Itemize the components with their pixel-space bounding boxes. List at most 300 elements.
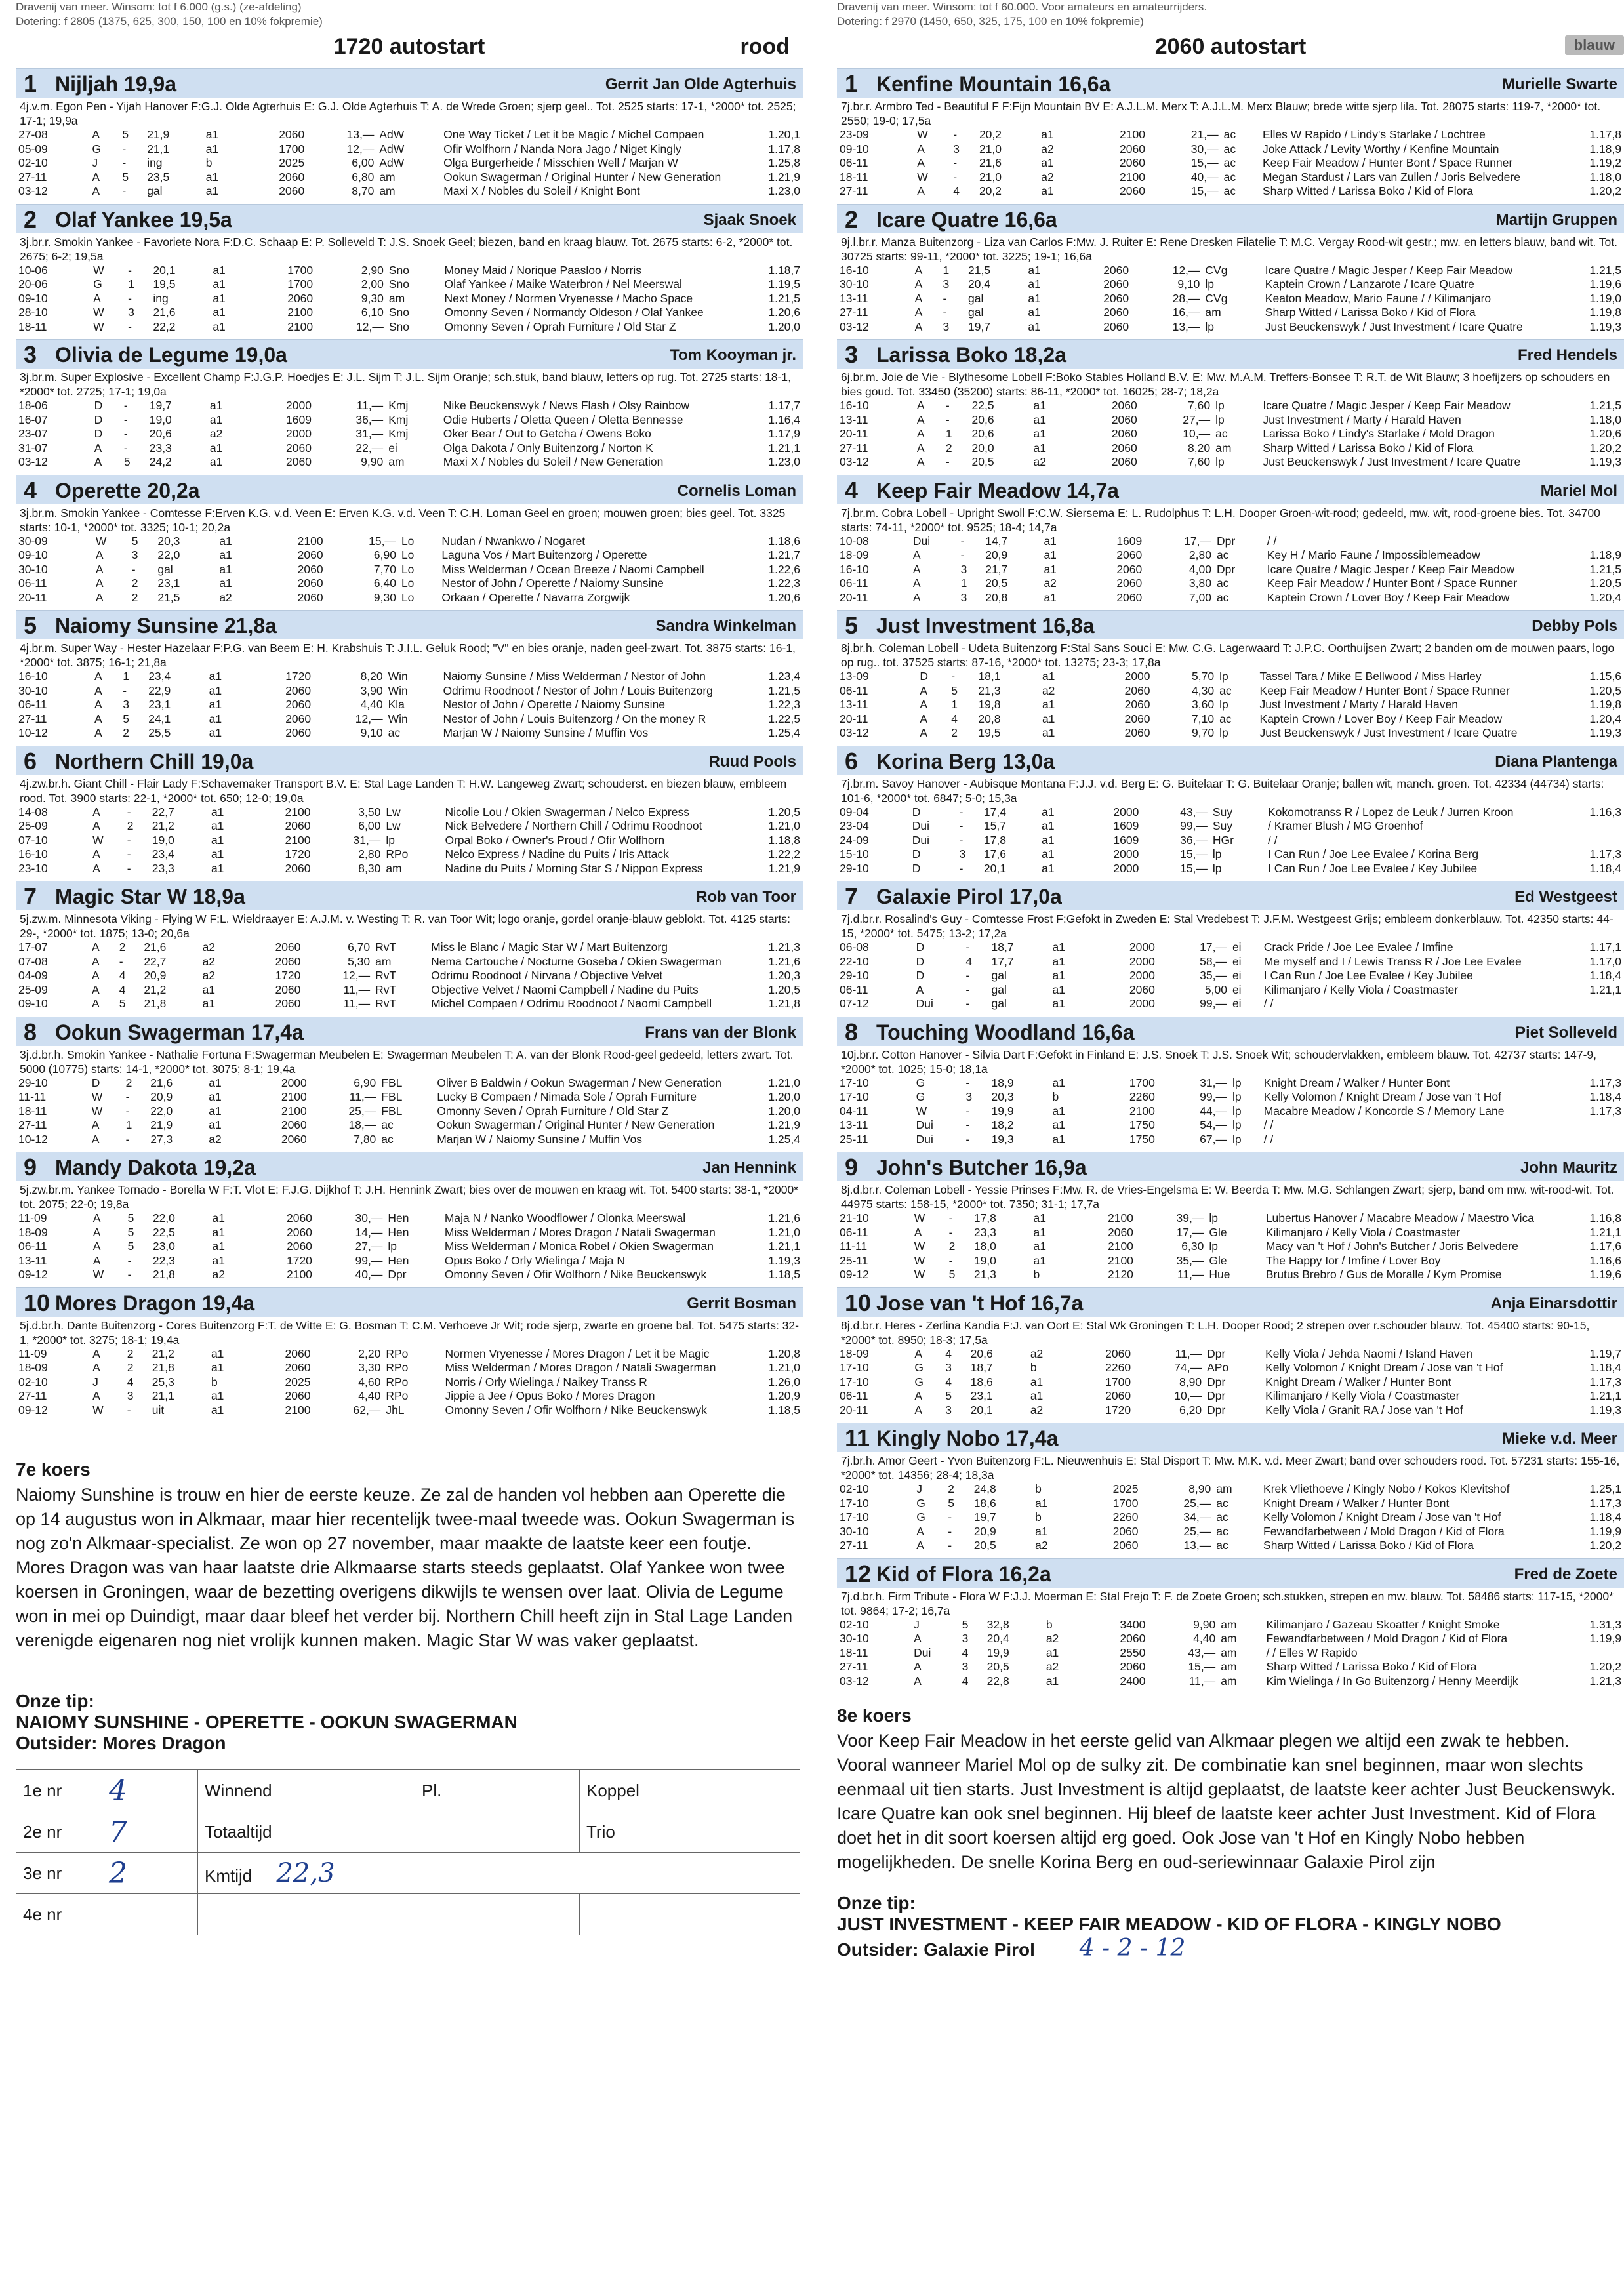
placing: 4 (953, 184, 960, 197)
recent-starts-table (837, 128, 1624, 199)
start-type: a2 (202, 954, 216, 968)
distance: 1700 (1112, 1496, 1139, 1510)
winner-time (1542, 1133, 1624, 1147)
odds: 99,— (1180, 819, 1208, 832)
track-code: A (94, 441, 102, 455)
driver-name: Mieke v.d. Meer (1502, 1430, 1617, 1447)
odds: 8,90 (1188, 1482, 1211, 1495)
winner-time: 1.20,5 (768, 982, 800, 996)
start-type: a1 (1033, 427, 1046, 440)
distance: 2060 (1111, 427, 1137, 440)
driver-code: FBL (381, 1076, 403, 1089)
track-code: A (92, 1211, 101, 1224)
start-date: 17-10 (840, 1361, 869, 1374)
track-code: A (92, 819, 100, 832)
start-row (16, 455, 803, 470)
horse-pedigree: 4j.v.m. Egon Pen - Yijah Hanover F:G.J. Olde Agterhuis E: G.J. Olde Agterhuis T: A. de Wrede Groen; sjerp geel.. Tot. 2525 starts: 17-1, *2000* tot. 2525; 17-1; 19,9a (20, 100, 796, 127)
start-date: 18-09 (840, 548, 869, 561)
distance: 2060 (279, 170, 305, 184)
distance: 2060 (297, 590, 323, 604)
start-type: a1 (212, 1225, 225, 1239)
start-type: a1 (205, 184, 219, 197)
track-code: A (914, 1225, 922, 1239)
race-preview (837, 1705, 1624, 1874)
result: Miss Welderman / Monica Robel / Okien Swagerman (444, 1240, 714, 1253)
track-code: A (914, 1632, 922, 1645)
km-time: 20,8 (985, 590, 1008, 604)
km-time: 19,5 (153, 277, 176, 291)
horse-pedigree: 7j.d.br.r. Rosalind's Guy - Comtesse Frost F:Gefokt in Zweden E: Stal Vredebest T: J.F.M. Westgeest Grijs; embleem donkerblauw. Tot. 42350 starts: 44-15, *2000* tot. 5475; 13-2; 17,2a (841, 912, 1614, 940)
odds: 15,— (1190, 156, 1219, 169)
km-time: 20,9 (973, 1524, 996, 1538)
placing: - (965, 997, 970, 1010)
placing: 3 (953, 142, 960, 155)
distance: 2100 (1107, 1240, 1133, 1253)
track-code: Dui (916, 997, 933, 1010)
winner-time: 1.21,9 (768, 861, 800, 875)
driver-code: Dpr (1216, 534, 1236, 548)
track-code: A (917, 142, 925, 155)
placing: 2 (127, 1361, 134, 1374)
km-time: 25,3 (152, 1375, 174, 1388)
start-type: a1 (211, 1361, 224, 1374)
distance: 2060 (285, 712, 312, 725)
winner-time: 1.18,8 (768, 833, 800, 847)
horse-title-bar (16, 1152, 803, 1181)
km-time: 19,9 (986, 1646, 1009, 1659)
start-row (837, 1525, 1624, 1539)
winner-time: 1.21,5 (768, 683, 800, 697)
track-code: Dui (914, 1646, 931, 1659)
km-time: 20,5 (971, 455, 994, 468)
start-date: 02-10 (840, 1617, 869, 1631)
placing: 5 (131, 534, 138, 548)
driver-code: Lw (386, 819, 401, 832)
result: Brutus Brebro / Gus de Moralle / Kym Promise (1265, 1268, 1502, 1281)
track-code: A (912, 576, 921, 590)
driver-code: FBL (381, 1090, 403, 1103)
driver-code: APo (1207, 1361, 1229, 1374)
placing: - (965, 1104, 970, 1118)
driver-code: lp (1219, 670, 1228, 683)
driver-code: am (1205, 306, 1221, 319)
odds: 62,— (353, 1403, 381, 1417)
start-date: 20-11 (18, 590, 47, 604)
start-row (837, 983, 1624, 998)
km-time: 21,9 (147, 128, 170, 141)
start-type: a1 (1052, 969, 1065, 982)
horse-entry (16, 339, 803, 470)
start-date: 25-11 (840, 1132, 868, 1146)
winner-time: 1.21,9 (768, 1118, 800, 1131)
start-row (16, 128, 803, 142)
winner-time: 1.18,7 (768, 263, 800, 277)
driver-code: ac (1223, 156, 1236, 169)
winner-time: 1.19,3 (1589, 1403, 1621, 1417)
odds: 25,— (348, 1104, 376, 1118)
track-code: A (914, 1389, 923, 1402)
odds: 11,— (349, 1090, 376, 1103)
odds: 9,90 (361, 455, 384, 468)
winner-time: 1.19,8 (1589, 306, 1621, 319)
result: Objective Velvet / Naomi Campbell / Nadine du Puits (431, 982, 699, 996)
odds: 17,— (1184, 534, 1211, 548)
result: Nestor of John / Louis Buitenzorg / On the money R (443, 712, 706, 725)
placing: 5 (951, 683, 958, 697)
winner-time: 1.18,4 (1589, 1510, 1621, 1524)
start-date: 28-10 (18, 306, 48, 319)
start-row (837, 184, 1624, 199)
start-date: 18-09 (840, 1346, 869, 1360)
km-time: 25,5 (148, 726, 171, 739)
race-color-label: blauw (1565, 35, 1624, 55)
result: Orkaan / Operette / Navarra Zorgwijk (441, 590, 630, 604)
start-row (16, 712, 803, 727)
distance: 2100 (1107, 1211, 1133, 1224)
placing: - (127, 847, 131, 860)
horse-name: Operette 20,2a (55, 478, 200, 502)
winner-time: 1.21,5 (1589, 399, 1621, 412)
odds: 11,— (343, 997, 371, 1010)
result: Knight Dream / Walker / Hunter Bont (1263, 1076, 1450, 1089)
km-time: 23,1 (970, 1389, 993, 1402)
start-number: 4 (24, 476, 37, 504)
km-time: uit (152, 1403, 165, 1417)
winner-time: 1.25,4 (768, 726, 800, 739)
grid-row (16, 1811, 800, 1853)
driver-name: Sjaak Snoek (703, 211, 796, 229)
placing: - (128, 319, 132, 333)
winner-time: 1.20,5 (768, 805, 800, 819)
driver-name: Diana Plantenga (1495, 752, 1617, 771)
driver-code: ac (1216, 548, 1229, 561)
odds: 99,— (1200, 1090, 1227, 1103)
start-date: 27-11 (840, 184, 868, 197)
winner-time: 1.18,0 (1589, 413, 1621, 426)
placing: 5 (127, 1211, 134, 1224)
start-type: a1 (211, 1389, 224, 1402)
horse-name: Kenfine Mountain 16,6a (876, 72, 1111, 96)
driver-name: Tom Kooyman jr. (670, 346, 796, 364)
horse-pedigree: 5j.zw.br.m. Yankee Tornado - Borella W F:T. Vlot E: F.J.G. Dijkhof T: J.H. Hennink Zwart; bies over de mouwen en kraag wit. Tot. 5400 starts: 38-1, *2000* tot. 2075; 22-0; 19,8a (20, 1183, 798, 1211)
track-code: A (92, 184, 100, 197)
start-type: a1 (1041, 184, 1054, 197)
placing: 5 (945, 1389, 952, 1402)
start-row (837, 1133, 1624, 1147)
result: Nudan / Nwankwo / Nogaret (441, 534, 586, 548)
start-date: 20-11 (840, 427, 868, 440)
odds: 12,— (346, 142, 375, 155)
start-type: a1 (1028, 319, 1041, 333)
track-code: A (94, 726, 102, 739)
result: Macabre Meadow / Koncorde S / Memory Lane (1263, 1104, 1505, 1118)
tip-label: Onze tip: (837, 1893, 916, 1913)
start-type: a1 (1035, 1524, 1048, 1538)
outsider (837, 1935, 1624, 1962)
start-row (837, 1674, 1624, 1689)
track-code: D (916, 969, 925, 982)
driver-name: Frans van der Blonk (645, 1023, 796, 1041)
placing: - (948, 1539, 952, 1552)
distance: 1609 (1113, 833, 1139, 847)
start-type: a1 (213, 277, 226, 291)
start-type: b (1030, 1361, 1037, 1374)
odds: 9,70 (1192, 726, 1215, 739)
start-row (837, 441, 1624, 456)
winner-time: 1.19,3 (1589, 455, 1621, 468)
winner-time: 1.20,2 (1589, 1539, 1621, 1552)
km-time: 20,5 (973, 1539, 996, 1552)
grid-cell (102, 1894, 198, 1935)
placing: 2 (131, 576, 138, 590)
horse-list (16, 68, 803, 1417)
winner-time: 1.21,1 (1589, 1225, 1621, 1239)
start-date: 02-10 (840, 1482, 869, 1495)
result: Keep Fair Meadow / Hunter Bont / Space Runner (1267, 576, 1518, 590)
odds: 43,— (1188, 1646, 1216, 1659)
distance: 2025 (285, 1375, 311, 1388)
winner-time: 1.23,0 (768, 455, 800, 468)
winner-time: 1.21,5 (1589, 263, 1621, 277)
placing: - (948, 1225, 953, 1239)
start-row (837, 1118, 1624, 1133)
odds: 6,90 (354, 1076, 376, 1089)
recent-starts-table (16, 128, 803, 199)
start-date: 18-11 (840, 170, 868, 184)
result: Crack Pride / Joe Lee Evalee / Imfine (1263, 940, 1453, 954)
horse-title-bar (16, 610, 803, 639)
placing: - (943, 291, 947, 305)
track-code: A (91, 1118, 100, 1131)
winner-time: 1.18,4 (1589, 1090, 1621, 1103)
result: Miss Welderman / Mores Dragon / Natali Swagerman (445, 1361, 716, 1374)
distance: 2060 (1116, 576, 1143, 590)
horse-name: Touching Woodland 16,6a (876, 1020, 1135, 1044)
start-row (16, 591, 803, 605)
winner-time: 1.25,4 (768, 1132, 800, 1146)
winner-time: 1.16,3 (1589, 805, 1621, 819)
driver-code: am (1215, 441, 1232, 455)
start-row (16, 819, 803, 834)
horse-entry (837, 1152, 1624, 1282)
km-time: 21,2 (152, 819, 174, 832)
driver-code: AdW (379, 128, 405, 141)
start-type: a2 (209, 1132, 222, 1146)
grid-cell (580, 1894, 800, 1935)
km-time: 20,4 (967, 277, 991, 291)
placing: - (948, 1524, 952, 1538)
odds: 30,— (355, 1211, 383, 1224)
winner-time: 1.18,9 (1589, 548, 1621, 561)
start-date: 22-10 (840, 954, 869, 968)
odds: 2,00 (361, 277, 384, 291)
start-type: a1 (219, 548, 232, 561)
grid-row (16, 1853, 800, 1894)
winner-time: 1.21,7 (768, 548, 800, 561)
placing: 4 (965, 954, 973, 968)
odds: 9,30 (373, 590, 396, 604)
start-date: 03-12 (840, 1674, 869, 1688)
odds: 6,40 (373, 576, 396, 590)
start-row (837, 427, 1624, 441)
start-row (837, 591, 1624, 605)
horse-pedigree: 4j.br.m. Super Way - Hester Hazelaar F:P.G. van Beem E: H. Krabshuis T: J.I.L. Geluk Rood; "V" en bies oranje, naden geel-zwart. Tot. 3875 starts: 16-1, *2000* tot. 3875; 16-1; 21,8a (20, 641, 796, 669)
driver-code: Suy (1212, 805, 1233, 819)
km-time: 20,5 (985, 576, 1008, 590)
placing: - (965, 1118, 970, 1131)
track-code: W (93, 319, 104, 333)
result: Nike Beuckenswyk / News Flash / Olsy Rainbow (443, 399, 690, 412)
preview-title: 8e koers (837, 1705, 912, 1726)
placing: - (965, 969, 970, 982)
horse-pedigree: 3j.br.m. Smokin Yankee - Comtesse F:Erven K.G. v.d. Veen E: Erven K.G. v.d. Veen T: C.H. Loman Geel en groen; mouwen groen; bies geel. Tot. 3325 starts: 10-1, *2000* tot. 3325; 10-1; 20,2a (20, 506, 786, 534)
start-number: 2 (24, 205, 37, 233)
driver-code: lp (1209, 1240, 1218, 1253)
distance: 2060 (1103, 263, 1129, 277)
tip-label: Onze tip: (16, 1691, 94, 1711)
distance: 2060 (1124, 712, 1150, 725)
driver-code: Hen (388, 1225, 409, 1239)
placing: - (122, 184, 127, 197)
winner-time (1546, 834, 1624, 848)
odds: 6,20 (1179, 1403, 1202, 1417)
driver-code: Dpr (1207, 1389, 1226, 1402)
driver-code: RvT (375, 969, 397, 982)
track-code: G (914, 1375, 924, 1388)
horse-title-bar (16, 881, 803, 910)
start-row (16, 264, 803, 278)
start-date: 16-10 (18, 670, 48, 683)
start-type: a1 (1041, 156, 1054, 169)
odds: 3,30 (358, 1361, 381, 1374)
start-date: 18-06 (18, 399, 48, 412)
distance: 1750 (1129, 1132, 1155, 1146)
odds: 12,— (1172, 263, 1200, 277)
start-date: 16-10 (18, 847, 48, 860)
km-time: 24,2 (149, 455, 172, 468)
km-time: 18,6 (973, 1496, 996, 1510)
result: Kaptein Crown / Lover Boy / Keep Fair Meadow (1267, 590, 1510, 604)
start-row (837, 997, 1624, 1011)
distance: 1720 (286, 1253, 312, 1267)
distance: 2060 (285, 1346, 311, 1360)
start-date: 07-08 (18, 954, 48, 968)
track-code: D (91, 1076, 100, 1089)
start-row (837, 1632, 1624, 1646)
track-code: A (92, 861, 100, 875)
start-date: 17-10 (840, 1375, 869, 1388)
result: Kelly Viola / Jehda Naomi / Island Haven (1265, 1346, 1472, 1360)
distance: 2060 (1103, 291, 1129, 305)
start-row (837, 563, 1624, 577)
track-code: A (917, 184, 925, 197)
km-time: 17,6 (983, 847, 1006, 860)
track-code: A (914, 1403, 923, 1417)
horse-entry (16, 1287, 803, 1418)
driver-code: Dpr (1216, 562, 1236, 576)
placing: 2 (945, 441, 952, 455)
start-row (837, 320, 1624, 334)
result: Omonny Seven / Ofir Wolfhorn / Nike Beuckenswyk (444, 1268, 707, 1281)
distance: 2000 (1129, 969, 1155, 982)
handwritten-time: 22,3 (276, 1858, 335, 1888)
km-time: 21,1 (147, 142, 170, 155)
track-code: D (916, 954, 925, 968)
handwritten-note: 4 - 2 - 12 (1079, 1935, 1186, 1962)
distance: 2060 (285, 819, 311, 832)
km-time: 19,7 (973, 1510, 996, 1524)
start-number: 6 (845, 747, 859, 775)
recent-starts-table (837, 1211, 1624, 1282)
start-row (837, 292, 1624, 306)
km-time: 21,6 (153, 306, 176, 319)
result: Kelly Volomon / Knight Dream / Jose van 't Hof (1263, 1090, 1501, 1103)
start-type: a1 (211, 833, 224, 847)
result: / / (1267, 534, 1277, 548)
distance: 1609 (1113, 819, 1139, 832)
placing: 2 (119, 940, 126, 954)
placing: 4 (951, 712, 958, 725)
odds: 7,10 (1192, 712, 1215, 725)
km-time: 20,9 (985, 548, 1008, 561)
result: Lucky B Compaen / Nimada Sole / Oprah Furniture (437, 1090, 697, 1103)
recent-starts-table (837, 1347, 1624, 1418)
winner-time: 1.20,8 (768, 1346, 800, 1360)
horse-pedigree: 10j.br.r. Cotton Hanover - Silvia Dart F:Gefokt in Finland E: J.S. Snoek T: J.S. Snoek Wit; schoudervlakken, embleem blauw. Tot. 42737 starts: 147-9, *2000* tot. 1025; 15-0; 18,1a (841, 1047, 1596, 1076)
odds: 40,— (1190, 170, 1219, 184)
start-row (16, 292, 803, 306)
odds: 35,— (1176, 1253, 1204, 1267)
race-8-column (837, 0, 1624, 1962)
km-time: 22,0 (157, 548, 180, 561)
placing: - (951, 670, 956, 683)
placing: 2 (948, 1482, 955, 1495)
placing: - (125, 1132, 130, 1146)
odds: 6,00 (358, 819, 381, 832)
track-code: A (91, 954, 100, 968)
horse-entry (16, 475, 803, 605)
winner-time (1544, 1646, 1624, 1661)
distance: 2060 (1103, 277, 1129, 291)
odds: 13,— (1172, 319, 1200, 333)
driver-name: Ruud Pools (708, 752, 796, 771)
recent-starts-table (837, 940, 1624, 1011)
track-code: G (916, 1076, 925, 1089)
horse-pedigree: 7j.br.m. Cobra Lobell - Upright Swoll F:C.W. Siersema E: L. Rudolphus T: L.H. Dooper Groen-wit-rood; gedeeld, mw. wit, rood-groene bies. Tot. 34700 starts: 74-11, *2000* tot. 9525; 18-4; 14,7a (841, 506, 1600, 534)
distance: 2060 (275, 997, 301, 1010)
km-time: 23,3 (149, 441, 172, 455)
race-color-label: rood (740, 34, 790, 59)
start-date: 27-11 (840, 441, 868, 455)
start-date: 06-11 (840, 576, 868, 590)
horse-pedigree: 5j.zw.m. Minnesota Viking - Flying W F:L. Wieldraayer E: A.J.M. v. Westing T: R. van Toor Wit; logo oranje, gordel oranje-blauw geblokt. Tot. 4125 starts: 29-, *2000* tot. 1875; 13-0; 20,6a (20, 912, 790, 940)
start-date: 17-10 (840, 1090, 869, 1103)
horse-title-bar (837, 1423, 1624, 1452)
odds: 3,90 (360, 683, 383, 697)
start-date: 14-08 (18, 805, 48, 819)
race-header (837, 29, 1624, 63)
result: Just Investment / Marty / Harald Haven (1263, 413, 1461, 426)
start-date: 20-11 (840, 1403, 868, 1417)
distance: 2060 (297, 576, 323, 590)
start-row (16, 698, 803, 712)
track-code: G (916, 1090, 925, 1103)
winner-time: 1.21,3 (1589, 1674, 1621, 1688)
start-type: a1 (213, 291, 226, 305)
driver-code: ac (388, 726, 401, 739)
driver-code: Win (388, 683, 408, 697)
driver-name: Cornelis Loman (677, 481, 796, 500)
